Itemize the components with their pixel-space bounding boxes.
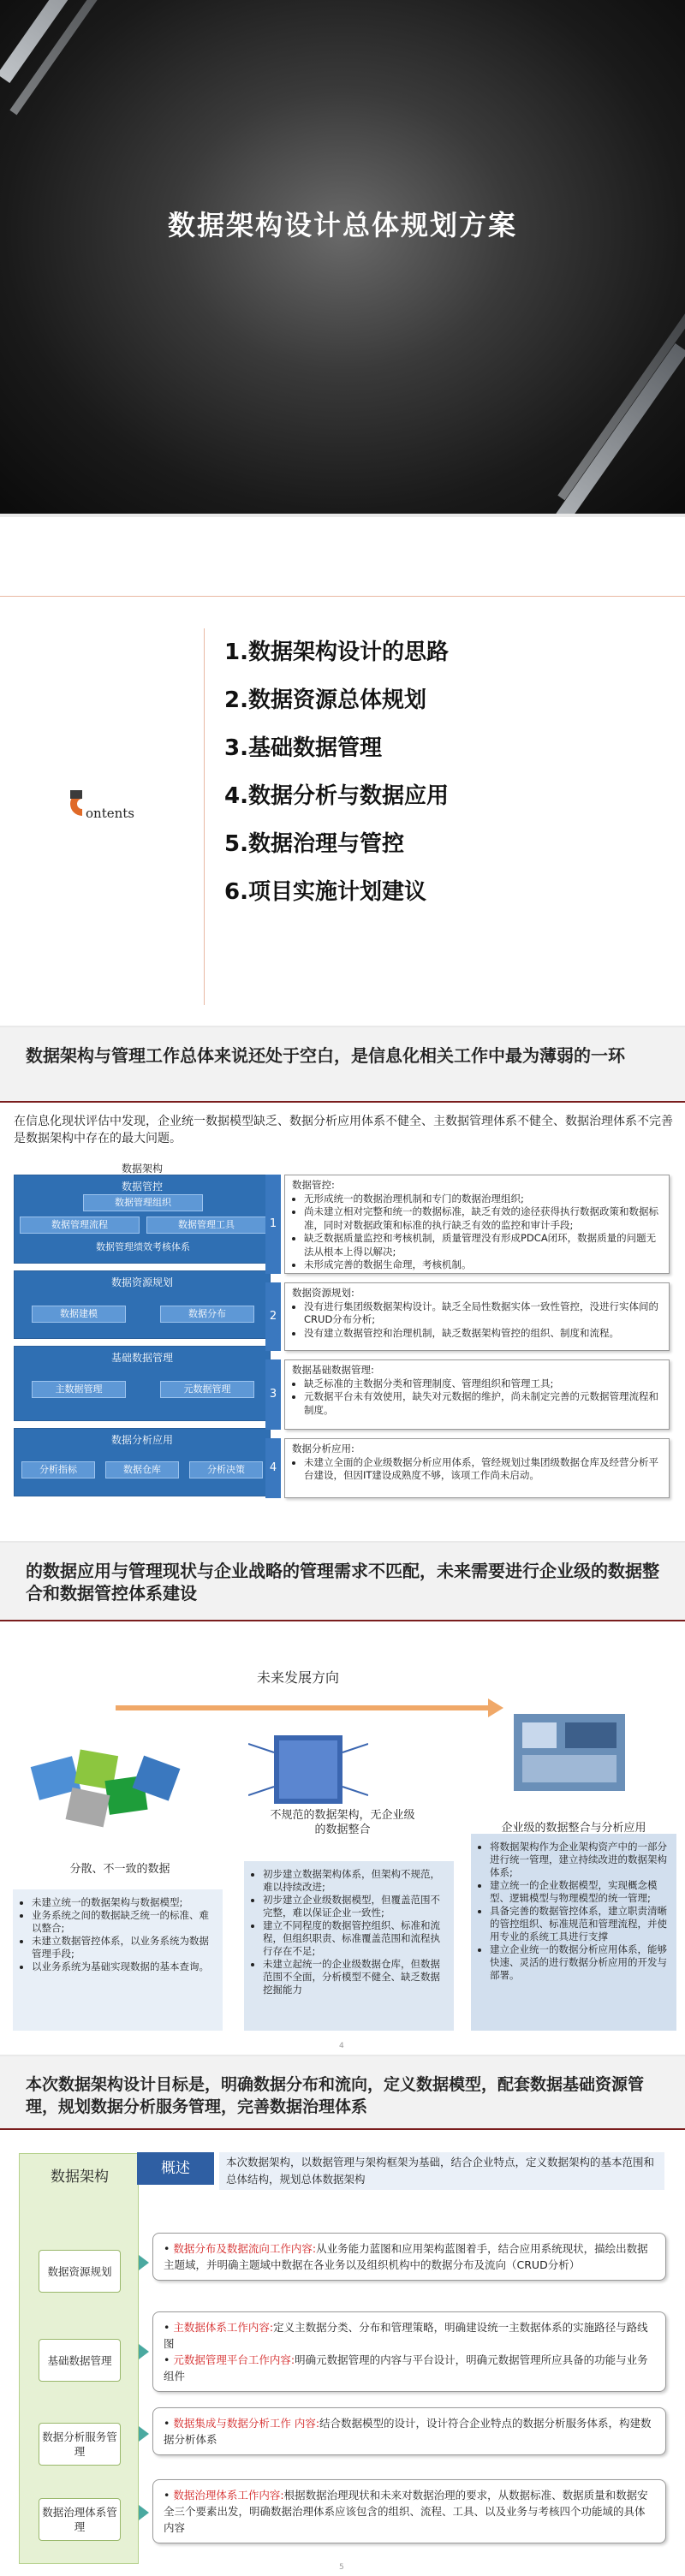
item-number: 2 [265, 1282, 281, 1351]
toc-item[interactable]: 4.数据分析与数据应用 [224, 783, 449, 809]
left-item[interactable]: 基础数据管理 [39, 2339, 121, 2382]
contents-logo [67, 787, 152, 821]
group-data-governance [14, 1175, 271, 1264]
issue-line: • 尚未建立相对完整和统一的数据标准，缺乏有效的途径获得执行数据政策和数据标准，同时对数据政策和标准的执行缺乏有效的监控和审计手段; [304, 1205, 662, 1232]
work-text: 定义主数据分类、分布和管理策略，明确建设统一主数据体系的实施路径与路线图 [164, 2321, 648, 2350]
step-line: • 初步建立数据架构体系，但架构不规范，难以持续改进; [263, 1868, 447, 1894]
left-item[interactable]: 数据治理体系管理 [39, 2498, 121, 2541]
step-line: • 业务系统之间的数据缺乏统一的标准、难以整合; [32, 1909, 216, 1935]
toc-item[interactable]: 5.数据治理与管控 [224, 831, 404, 857]
toc-list [224, 628, 449, 916]
page-number: 4 [339, 2042, 344, 2050]
arch-title: 数据架构 [121, 1163, 163, 1175]
issue-box [284, 1175, 670, 1274]
step1-label: 分散、不一致的数据 [69, 1863, 170, 1876]
architecture-diagram [14, 1164, 271, 1524]
decor-stripe [9, 0, 144, 115]
puzzle-icon [26, 1735, 188, 1838]
toc-item[interactable]: 2.数据资源总体规划 [224, 687, 426, 713]
group-title: 数据管控 [121, 1181, 163, 1193]
divider [0, 596, 685, 597]
intro-text: 在信息化现状评估中发现，企业统一数据模型缺乏、数据分析应用体系不健全、主数据管理体系不健全、数据治理体系不完善是数据架构中存在的最大问题。 [14, 1115, 673, 1145]
page-number: 5 [339, 2563, 344, 2572]
direction-slide [0, 1543, 685, 2055]
slide-header: 的数据应用与管理现状与企业战略的管理需求不匹配，未来需要进行企业级的数据整合和数据管控体系建设 [0, 1543, 685, 1621]
group-title: 数据分析应用 [110, 1434, 173, 1446]
step2-label: 不规范的数据架构，无企业级的数据整合 [270, 1809, 415, 1836]
decor-stripe [557, 313, 685, 501]
step1-card [13, 1889, 223, 1980]
logo-text: ontents [86, 806, 134, 821]
arrow-right-icon [139, 2255, 149, 2270]
group-title: 基础数据管理 [110, 1352, 173, 1364]
issue-title: 数据资源规划: [292, 1287, 354, 1299]
step-line: • 具备完善的数据管控体系，建立职责清晰的管控组织、标准规范和管理流程，并使用专业的系统工具进行支撑 [490, 1905, 670, 1943]
group-analysis [14, 1428, 271, 1496]
issue-line: • 元数据平台未有效使用，缺失对元数据的维护，尚未制定完善的元数据管理流程和制度。 [304, 1390, 662, 1417]
step-line: • 初步建立企业级数据模型，但覆盖范围不完整，难以保证企业一致性; [263, 1894, 447, 1919]
toc-item[interactable]: 3.基础数据管理 [224, 735, 382, 761]
group-base-data [14, 1346, 271, 1421]
arrow-right-icon [139, 2344, 149, 2359]
overview-text: 本次数据架构，以数据管理与架构框架为基础，结合企业特点，定义数据架构的基本范围和总体结构，规划总体数据架构 [219, 2152, 664, 2190]
cover-title: 数据架构设计总体规划方案 [167, 209, 517, 241]
step-line: • 建立统一的企业数据模型，实现概念模型、逻辑模型与物理模型的统一管理; [490, 1879, 670, 1905]
chip: 数据建模 [32, 1306, 126, 1323]
step-line: • 将数据架构作为企业架构资产中的一部分进行统一管理，建立持续改进的数据架构体系; [490, 1841, 670, 1879]
work-text: 明确元数据管理的内容与平台设计，明确元数据管理所应具备的功能与业务组件 [164, 2353, 648, 2383]
chip: 分析决策 [189, 1461, 263, 1478]
issue-line: • 没有进行集团级数据架构设计。缺乏全局性数据实体一致性管控，没进行实体间的CRUD分布分析; [304, 1300, 662, 1327]
status-slide [0, 1027, 685, 1541]
slide-header: 数据架构与管理工作总体来说还处于空白，是信息化相关工作中最为薄弱的一环 [0, 1027, 685, 1103]
step-line: • 未建立数据管控体系，以业务系统为数据管理手段; [32, 1935, 216, 1960]
issue-box [284, 1282, 670, 1351]
issue-line: • 没有建立数据管控和治理机制，缺乏数据架构管控的组织、制度和流程。 [304, 1327, 662, 1341]
issue-line: • 缺乏数据质量监控和考核机制，质量管理没有形成PDCA闭环，数据质量的问题无法从根本上得以解决; [304, 1232, 662, 1258]
chip: 数据管理绩效考核体系 [40, 1239, 246, 1256]
issue-box [284, 1359, 670, 1430]
item-number: 1 [265, 1175, 281, 1274]
work-row: • 数据治理体系工作内容:根据数据治理现状和未来对数据治理的要求，从数据标准、数据质量和数据安全三个要素出发，明确数据治理体系应该包含的组织、流程、工具、以及业务与考核四个功能域的具体内容 [152, 2479, 666, 2543]
step-line: • 建立企业统一的数据分析应用体系，能够快速、灵活的进行数据分析应用的开发与部署。 [490, 1943, 670, 1982]
issue-title: 数据分析应用: [292, 1443, 354, 1455]
group-title: 数据资源规划 [110, 1276, 173, 1288]
future-label: 未来发展方向 [257, 1669, 340, 1686]
step-line: • 以业务系统为基础实现数据的基本查询。 [32, 1960, 216, 1973]
arrow-right-icon [139, 2505, 149, 2520]
issue-title: 数据基础数据管理: [292, 1364, 374, 1376]
step-line: • 未建立统一的数据架构与数据模型; [32, 1896, 216, 1909]
issue-title: 数据管控: [292, 1179, 335, 1191]
issue-box [284, 1438, 670, 1498]
issue-line: • 未形成完善的数据生命理，考核机制。 [304, 1258, 662, 1272]
work-title: 元数据管理平台工作内容: [173, 2353, 295, 2366]
goals-slide [0, 2056, 685, 2576]
work-title: 数据集成与数据分析工作 内容: [173, 2417, 320, 2430]
chip: 数据管理工具 [146, 1217, 266, 1234]
issue-line: • 未建立全面的企业级数据分析应用体系，管经规划过集团级数据仓库及经营分析平台建设，但因IT建设成熟度不够，该项工作尚未启动。 [304, 1456, 662, 1483]
overview-label: 概述 [137, 2152, 214, 2185]
left-item[interactable]: 数据资源规划 [39, 2250, 121, 2293]
chip: 分析指标 [21, 1461, 95, 1478]
divider [204, 628, 205, 1005]
work-row: • 数据集成与数据分析工作 内容:结合数据模型的设计，设计符合企业特点的数据分析服务体系，构建数据分析体系 [152, 2407, 666, 2455]
chip: 数据管理流程 [20, 1217, 140, 1234]
data-flow-icon [248, 1727, 368, 1812]
work-title: 数据分布及数据流向工作内容: [173, 2242, 317, 2255]
chip: 数据分布 [160, 1306, 254, 1323]
future-arrow [116, 1705, 492, 1710]
arrow-head-icon [488, 1698, 503, 1717]
work-row: • 主数据体系工作内容:定义主数据分类、分布和管理策略，明确建设统一主数据体系的实施路径与路线图 • 元数据管理平台工作内容:明确元数据管理的内容与平台设计，明确元数据管理所应具备的功能与业务组件 [152, 2311, 666, 2392]
item-number: 4 [265, 1438, 281, 1498]
column-title: 数据架构 [51, 2168, 109, 2186]
arrow-right-icon [139, 2426, 149, 2442]
step3-label: 企业级的数据整合与分析应用 [501, 1822, 646, 1835]
issue-line: • 缺乏标准的主数据分类和管理制度、管理组织和管理工具; [304, 1377, 662, 1391]
cover-slide [0, 0, 685, 514]
toc-item[interactable]: 1.数据架构设计的思路 [224, 640, 449, 665]
contents-slide [0, 517, 685, 1026]
item-number: 3 [265, 1359, 281, 1430]
work-row: • 数据分布及数据流向工作内容:从业务能力蓝图和应用架构蓝图着手，结合应用系统现状，描绘出数据主题域，并明确主题域中数据在各业务以及组织机构中的数据分布及流向（CRUD分析） [152, 2233, 666, 2281]
work-title: 数据治理体系工作内容: [173, 2489, 284, 2502]
step-line: • 未建立起统一的企业级数据仓库，但数据范围不全面，分析模型不健全、缺乏数据挖掘能力 [263, 1958, 447, 1996]
work-text: 根据数据治理现状和未来对数据治理的要求，从数据标准、数据质量和数据安全三个要素出发，明确数据治理体系应该包含的组织、流程、工具、以及业务与考核四个功能域的具体内容 [164, 2489, 648, 2534]
chip: 数据管理组织 [83, 1194, 203, 1211]
toc-item[interactable]: 6.项目实施计划建议 [224, 879, 426, 905]
chip: 元数据管理 [160, 1381, 254, 1398]
step-line: • 建立不同程度的数据管控组织、标准和流程，但组织职责、标准覆盖范围和流程执行存在不足; [263, 1919, 447, 1958]
group-resource-planning [14, 1270, 271, 1339]
integrated-system-icon [505, 1705, 634, 1800]
left-item[interactable]: 数据分析服务管理 [39, 2423, 121, 2466]
work-title: 主数据体系工作内容: [173, 2321, 274, 2334]
chip: 主数据管理 [32, 1381, 126, 1398]
architecture-column [19, 2153, 139, 2564]
slide-header: 本次数据架构设计目标是，明确数据分布和流向，定义数据模型，配套数据基础资源管理，规划数据分析服务管理，完善数据治理体系 [0, 2056, 685, 2130]
step2-card [244, 1861, 454, 2003]
step3-card [471, 1834, 676, 1989]
issue-line: • 无形成统一的数据治理机制和专门的数据治理组织; [304, 1193, 662, 1206]
work-text: 从业务能力蓝图和应用架构蓝图着手，结合应用系统现状，描绘出数据主题域，并明确主题域中数据在各业务以及组织机构中的数据分布及流向（CRUD分析） [164, 2242, 648, 2271]
chip: 数据仓库 [105, 1461, 179, 1478]
work-text: 结合数据模型的设计，设计符合企业特点的数据分析服务体系，构建数据分析体系 [164, 2417, 652, 2446]
